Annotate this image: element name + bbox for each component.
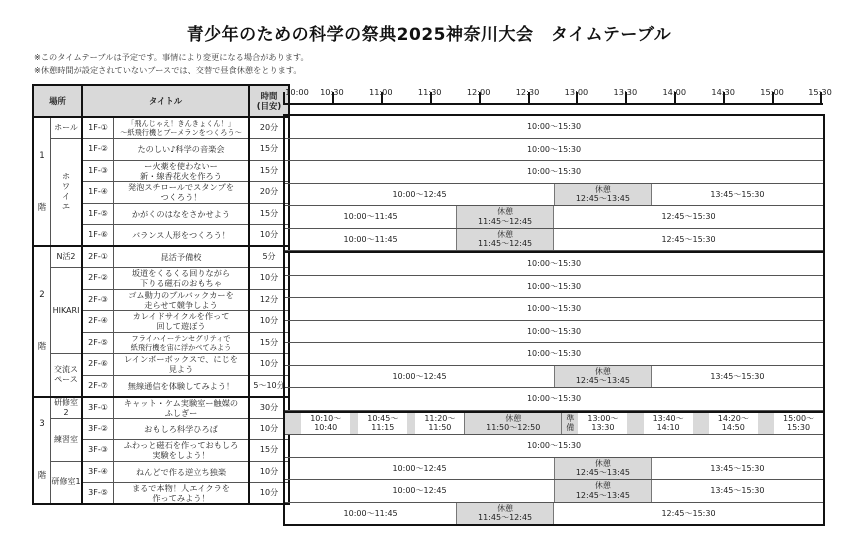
- booth-id: 3F-③: [82, 440, 114, 462]
- room-label: ホール: [51, 117, 83, 139]
- schedule-row: [285, 366, 823, 389]
- booth-duration: 30分: [249, 397, 289, 419]
- session-block: 13:00～ 13:30: [587, 413, 619, 433]
- booth-id: 2F-②: [82, 268, 114, 290]
- header-time-sub: (目安): [256, 101, 282, 111]
- schedule-row: [285, 388, 823, 411]
- booth-duration: 15分: [249, 440, 289, 462]
- booth-duration: 10分: [249, 354, 289, 376]
- schedule-row: [285, 229, 823, 252]
- break-block: 休憩 11:45～12:45: [456, 206, 554, 228]
- floor-label: 3 階: [33, 397, 51, 505]
- session-block: 10:00～11:45: [343, 508, 398, 518]
- room-label: N活2: [51, 246, 83, 268]
- session-block: 10:00～15:30: [526, 441, 582, 450]
- booth-id: 3F-②: [82, 418, 114, 440]
- time-tick-label: 11:00: [369, 87, 393, 97]
- booth-duration: 10分: [249, 225, 289, 247]
- session-block: 10:00～15:30: [526, 304, 582, 313]
- booth-title: ふわっと磁石を作っておもしろ 実験をしよう！: [114, 440, 250, 462]
- booth-id: 2F-③: [82, 289, 114, 311]
- room-label: 交流ス ペース: [51, 354, 83, 397]
- schedule-row: [285, 458, 823, 481]
- session-block: 10:00～12:45: [392, 371, 447, 381]
- booth-duration: 15分: [249, 139, 289, 161]
- booth-duration: 5分: [249, 246, 289, 268]
- booth-title: かがくのはなをさかせよう: [114, 203, 250, 225]
- note-lunch-break: ※休憩時間が設定されていないブースでは、交替で昼食休憩をとります。: [34, 65, 302, 75]
- break-block: 休憩 12:45～13:45: [554, 366, 652, 388]
- booth-id: 1F-③: [82, 160, 114, 182]
- break-block: 休憩 11:50～12:50: [464, 413, 562, 435]
- prep-block: 準 備: [562, 413, 578, 435]
- time-tick-label: 13:30: [613, 87, 638, 97]
- schedule-row: [285, 435, 823, 458]
- schedule-row: [285, 184, 823, 207]
- room-label: 練習室: [51, 418, 83, 461]
- booth-title: 発泡スチロールでスタンプを つくろう！: [114, 182, 250, 204]
- schedule-row: [285, 343, 823, 366]
- session-block: 11:20～ 11:50: [424, 413, 456, 433]
- session-block: 13:45～15:30: [710, 371, 765, 381]
- time-tick-label: 11:30: [417, 87, 442, 97]
- booth-id: 3F-⑤: [82, 483, 114, 505]
- session-block: 10:00～15:30: [526, 326, 582, 336]
- booth-title: 坂道をくるくる回りながら 下りる磁石のおもちゃ: [114, 268, 250, 290]
- session-block: 10:10～ 10:40: [310, 413, 342, 433]
- time-axis-line: [283, 103, 823, 105]
- session-block: 12:45～15:30: [661, 508, 716, 518]
- booth-duration: 10分: [249, 268, 289, 290]
- schedule-row: [285, 139, 823, 162]
- table-row: [33, 354, 289, 376]
- room-label: 研修室1: [51, 461, 83, 504]
- schedule-row: [285, 206, 823, 229]
- booth-title: 「飛んじゃえ！きんきょくん！」 ～紙飛行機とブーメランをつくろう～: [114, 117, 250, 139]
- room-label: 研修室 2: [51, 397, 83, 419]
- booth-table: [32, 84, 290, 505]
- break-block: 休憩 12:45～13:45: [554, 458, 652, 480]
- time-tick-label: 12:00: [466, 87, 491, 97]
- schedule-row: [285, 276, 823, 299]
- time-tick-label: 15:00: [760, 87, 784, 97]
- session-block: 13:40～ 14:10: [652, 413, 684, 433]
- booth-duration: 10分: [249, 418, 289, 440]
- booth-duration: 12分: [249, 289, 289, 311]
- booth-duration: 10分: [249, 461, 289, 483]
- time-tick-label: 12:30: [515, 87, 540, 97]
- gap-block: [627, 413, 643, 435]
- booth-title: 無線通信を体験してみよう！: [114, 375, 250, 397]
- session-block: 10:45～ 11:15: [367, 413, 399, 433]
- session-block: 12:45～15:30: [661, 212, 716, 221]
- booth-duration: 10分: [249, 311, 289, 333]
- booth-duration: 5～10分: [249, 375, 289, 397]
- booth-id: 2F-①: [82, 246, 114, 268]
- time-tick-label: 14:30: [711, 87, 735, 97]
- booth-title: ねんどで作る逆立ち独楽: [114, 461, 250, 483]
- time-axis: [283, 84, 832, 114]
- table-row: [33, 418, 289, 440]
- gap-block: [285, 413, 301, 435]
- time-tick-label: 10:30: [320, 87, 344, 97]
- schedule-grid: [283, 114, 825, 526]
- header-place: 場所: [33, 85, 82, 117]
- session-block: 10:00～11:45: [343, 212, 398, 221]
- break-block: 休憩 11:45～12:45: [456, 229, 554, 251]
- gap-block: [407, 413, 415, 435]
- gap-block: [693, 413, 709, 435]
- time-tick-label: 10:00: [285, 87, 309, 97]
- session-block: 13:45～15:30: [710, 189, 765, 199]
- booth-duration: 20分: [249, 182, 289, 204]
- booth-title: たのしい♪科学の音楽会: [114, 139, 250, 161]
- gap-block: [350, 413, 358, 435]
- session-block: 10:00～15:30: [526, 122, 582, 131]
- session-block: 10:00～15:30: [526, 144, 582, 154]
- booth-id: 1F-⑤: [82, 203, 114, 225]
- booth-duration: 10分: [249, 483, 289, 505]
- table-row: [33, 397, 289, 419]
- booth-duration: 15分: [249, 160, 289, 182]
- schedule-row: [285, 480, 823, 503]
- break-block: 休憩 12:45～13:45: [554, 184, 652, 206]
- schedule-row: [285, 251, 823, 276]
- booth-title: ゴム動力のプルバックカーを 走らせて競争しよう: [114, 289, 250, 311]
- booth-id: 1F-②: [82, 139, 114, 161]
- booth-id: 2F-⑥: [82, 354, 114, 376]
- schedule-row: [285, 503, 823, 525]
- booth-title: カレイドサイクルを作って 回して遊ぼう: [114, 311, 250, 333]
- schedule-row: [285, 411, 823, 436]
- booth-title: バランス人形をつくろう！: [114, 225, 250, 247]
- session-block: 13:45～15:30: [710, 486, 765, 495]
- booth-duration: 20分: [249, 117, 289, 139]
- booth-id: 3F-④: [82, 461, 114, 483]
- booth-table-body: [33, 117, 289, 504]
- session-block: 10:00～15:30: [526, 281, 582, 291]
- booth-id: 1F-④: [82, 182, 114, 204]
- floor-label: 2 階: [33, 246, 51, 397]
- session-block: 14:20～ 14:50: [717, 413, 749, 433]
- session-block: 10:00～15:30: [526, 259, 582, 268]
- booth-duration: 15分: [249, 332, 289, 354]
- booth-title: まるで本物！人エイクラを 作ってみよう！: [114, 483, 250, 505]
- booth-id: 2F-⑤: [82, 332, 114, 354]
- room-label: ホ ワ イ エ: [51, 139, 83, 247]
- session-block: 10:00～15:30: [526, 394, 582, 403]
- session-block: 10:00～15:30: [526, 167, 582, 176]
- time-tick-label: 15:30: [808, 87, 832, 97]
- booth-id: 3F-①: [82, 397, 114, 419]
- session-block: 12:45～15:30: [661, 234, 716, 244]
- booth-id: 1F-①: [82, 117, 114, 139]
- session-block: 13:45～15:30: [710, 463, 765, 473]
- booth-id: 2F-④: [82, 311, 114, 333]
- page-title: 青少年のための科学の祭典2025神奈川大会 タイムテーブル: [186, 25, 672, 45]
- session-block: 10:00～15:30: [526, 349, 582, 358]
- booth-title: キャット・ケム実験室ー触媒の ふしぎー: [114, 397, 250, 419]
- booth-id: 2F-⑦: [82, 375, 114, 397]
- time-tick-label: 13:00: [564, 87, 589, 97]
- session-block: 10:00～12:45: [392, 486, 447, 495]
- gap-block: [758, 413, 774, 435]
- schedule-row: [285, 298, 823, 321]
- break-block: 休憩 12:45～13:45: [554, 480, 652, 502]
- session-block: 10:00～12:45: [392, 463, 447, 473]
- schedule-row: [285, 161, 823, 184]
- booth-title: フライハイーテンセグリティで 紙飛行機を宙に浮かべてみよう: [114, 332, 250, 354]
- booth-title: レインボーボックスで、にじを 見よう: [114, 354, 250, 376]
- note-schedule-subject-to-change: ※このタイムテーブルは予定です。事情により変更になる場合があります。: [34, 52, 309, 62]
- table-row: [33, 246, 289, 268]
- table-row: [33, 461, 289, 483]
- booth-title: ー火薬を使わないー 新・線香花火を作ろう: [114, 160, 250, 182]
- time-tick-label: 14:00: [662, 87, 687, 97]
- room-label: HIKARI: [51, 268, 83, 354]
- notes: [34, 51, 309, 77]
- schedule-row: [285, 116, 823, 139]
- floor-label: 1 階: [33, 117, 51, 246]
- table-row: [33, 268, 289, 290]
- session-block: 10:00～12:45: [392, 189, 447, 199]
- table-row: [33, 117, 289, 139]
- header-title: タイトル: [82, 85, 249, 117]
- booth-duration: 15分: [249, 203, 289, 225]
- break-block: 休憩 11:45～12:45: [456, 503, 554, 525]
- booth-title: 昆活予備校: [114, 246, 250, 268]
- header-time-label: 時間: [260, 91, 278, 101]
- schedule-row: [285, 321, 823, 344]
- booth-title: おもしろ科学ひろば: [114, 418, 250, 440]
- booth-id: 1F-⑥: [82, 225, 114, 247]
- session-block: 15:00～ 15:30: [783, 413, 815, 433]
- session-block: 10:00～11:45: [343, 234, 398, 244]
- table-row: [33, 139, 289, 161]
